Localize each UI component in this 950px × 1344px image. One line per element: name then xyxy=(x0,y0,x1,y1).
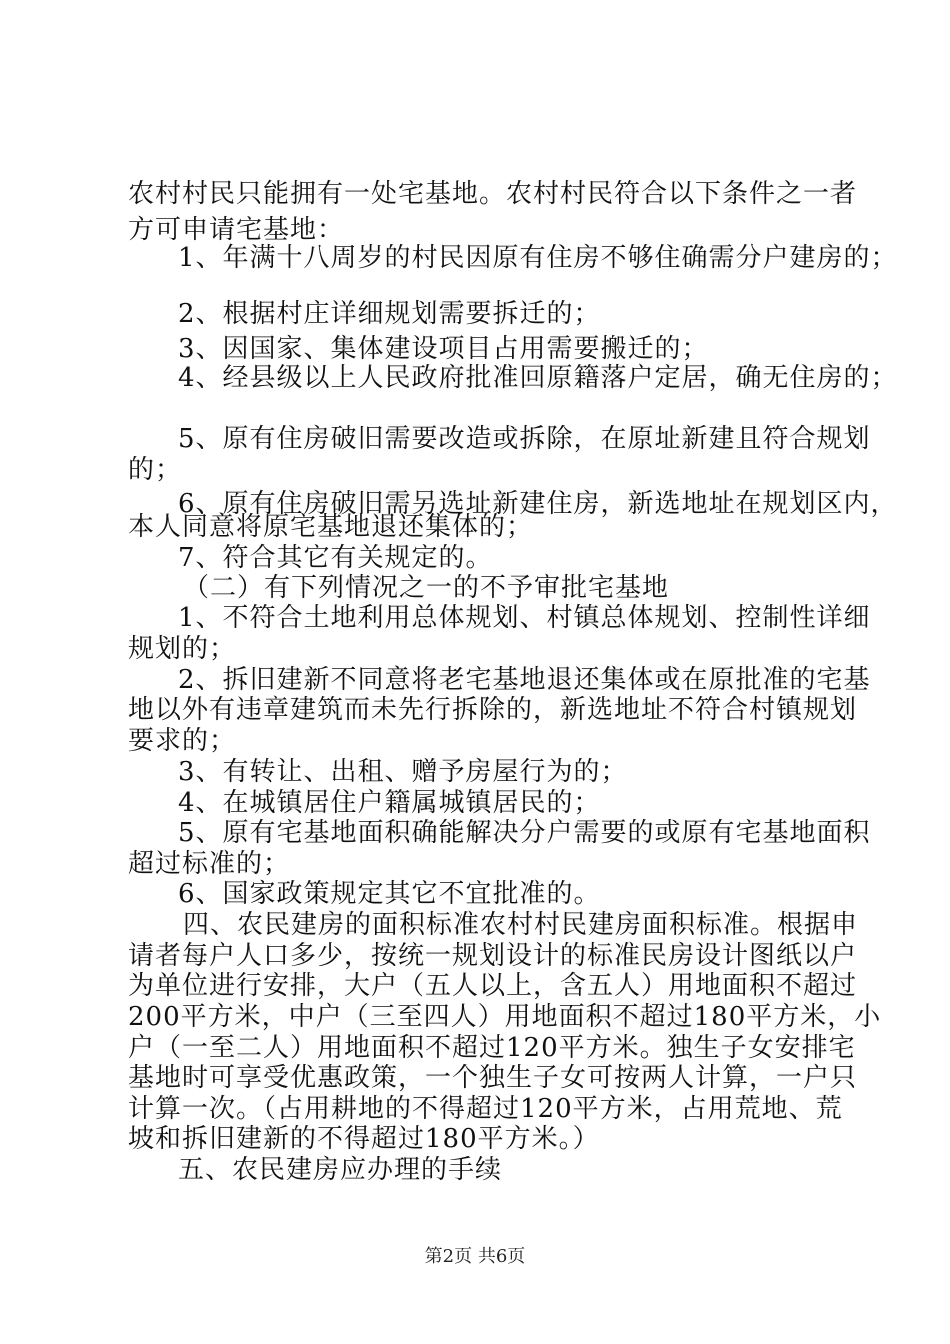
paragraph-line: 基地时可享受优惠政策，一个独生子女可按两人计算，一户只 xyxy=(128,1063,858,1093)
list-item: 1、不符合土地利用总体规划、村镇总体规划、控制性详细 xyxy=(178,603,871,633)
paragraph-line: 要求的； xyxy=(128,726,237,756)
list-item: 3、有转让、出租、赠予房屋行为的； xyxy=(178,757,628,787)
paragraph-line: 农村村民只能拥有一处宅基地。农村村民符合以下条件之一者 xyxy=(128,179,858,209)
list-item: 5、原有住房破旧需要改造或拆除，在原址新建且符合规划 xyxy=(178,424,871,454)
list-item: 5、原有宅基地面积确能解决分户需要的或原有宅基地面积 xyxy=(178,818,871,848)
list-item: 7、符合其它有关规定的。 xyxy=(178,543,493,573)
paragraph-line: 方可申请宅基地： xyxy=(128,215,345,245)
paragraph-line: 本人同意将原宅基地退还集体的； xyxy=(128,512,534,542)
paragraph-line: 计算一次。（占用耕地的不得超过120平方米，占用荒地、荒 xyxy=(128,1094,843,1124)
list-item: 6、国家政策规定其它不宜批准的。 xyxy=(178,879,601,909)
section-heading: 四、农民建房的面积标准农村村民建房面积标准。根据申 xyxy=(183,910,859,940)
paragraph-line: 的； xyxy=(128,455,183,485)
paragraph-line: 规划的； xyxy=(128,634,237,664)
paragraph-line: 请者每户人口多少，按统一规划设计的标准民房设计图纸以户 xyxy=(128,941,858,971)
list-item: 2、拆旧建新不同意将老宅基地退还集体或在原批准的宅基 xyxy=(178,665,871,695)
list-item: 4、经县级以上人民政府批准回原籍落户定居，确无住房的； xyxy=(178,363,898,393)
page-number-footer: 第2页 共6页 xyxy=(424,1246,526,1267)
list-item: 6、原有住房破旧需另选址新建住房，新选地址在规划区内， xyxy=(178,489,898,519)
paragraph-line: 坡和拆旧建新的不得超过180平方米。） xyxy=(128,1124,600,1154)
paragraph-line: 200平方米，中户（三至四人）用地面积不超过180平方米，小 xyxy=(128,1002,882,1032)
list-item: 4、在城镇居住户籍属城镇居民的； xyxy=(178,788,601,818)
section-heading: 五、农民建房应办理的手续 xyxy=(178,1155,503,1185)
list-item: 3、因国家、集体建设项目占用需要搬迁的； xyxy=(178,334,709,364)
paragraph-line: 为单位进行安排，大户（五人以上，含五人）用地面积不超过 xyxy=(128,971,858,1001)
list-item: 2、根据村庄详细规划需要拆迁的； xyxy=(178,299,601,329)
paragraph-line: 超过标准的； xyxy=(128,849,291,879)
paragraph-line: 户（一至二人）用地面积不超过120平方米。独生子女安排宅 xyxy=(128,1033,856,1063)
paragraph-line: 地以外有违章建筑而未先行拆除的，新选地址不符合村镇规划 xyxy=(128,695,858,725)
list-item: 1、年满十八周岁的村民因原有住房不够住确需分户建房的； xyxy=(178,243,898,273)
section-heading: （二）有下列情况之一的不予审批宅基地 xyxy=(183,573,670,603)
